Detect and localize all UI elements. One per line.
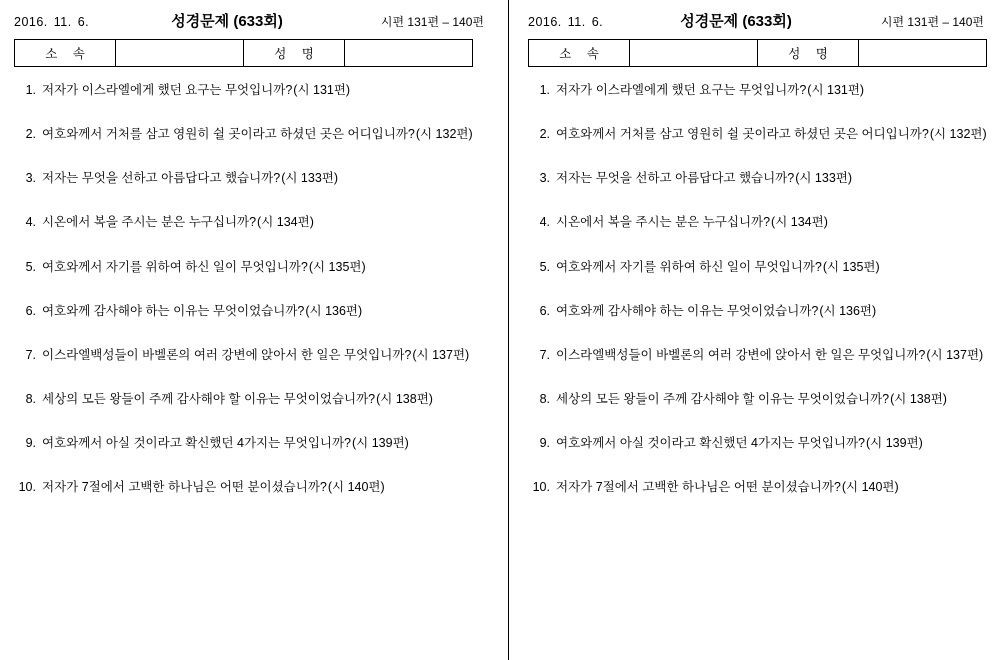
question-number: 6.: [25, 303, 36, 318]
question-number: 2.: [25, 127, 36, 142]
list-item: [14, 215, 484, 231]
question-text: 시온에서 복을 주시는 분은 누구십니까?: [42, 215, 257, 230]
date-line: [528, 15, 605, 29]
name-field[interactable]: [859, 40, 987, 67]
question-text: 세상의 모든 왕들이 주께 감사해야 할 이유는 무엇이었습니까?: [42, 391, 376, 406]
question-reference: (시 136편): [819, 303, 877, 318]
question-text: 여호와께 감사해야 하는 이유는 무엇이었습니까?: [556, 303, 819, 318]
question-number: 8.: [539, 391, 550, 406]
question-text: 저자는 무엇을 선하고 아름답다고 했습니까?: [42, 171, 281, 186]
table-row: [15, 40, 473, 67]
date-month: 11.: [567, 15, 586, 29]
worksheet-header-left: [14, 10, 484, 31]
question-number: 3.: [25, 171, 36, 186]
page-title: 성경문제 (633회): [680, 13, 792, 30]
question-number: 9.: [539, 436, 550, 450]
question-reference: (시 138편): [890, 391, 947, 406]
scripture-range: 시편 131편 – 140편: [380, 15, 484, 29]
list-item: [14, 436, 484, 452]
question-reference: (시 139편): [352, 436, 409, 450]
question-text: 시온에서 복을 주시는 분은 누구십니까?: [556, 215, 771, 230]
question-number: 5.: [25, 259, 36, 274]
question-reference: (시 140편): [841, 480, 899, 495]
info-table: [528, 39, 987, 67]
question-text: 여호와께서 자기를 위하여 하신 일이 무엇입니까?: [42, 259, 308, 274]
list-item: [14, 480, 484, 496]
question-text: 이스라엘백성들이 바벨론의 여러 강변에 앉아서 한 일은 무엇입니까?: [556, 347, 926, 362]
question-text: 여호와께서 거처를 삼고 영원히 쉴 곳이라고 하셨던 곳은 어디입니까?: [42, 127, 415, 142]
question-reference: (시 135편): [822, 259, 880, 274]
date-month: 11.: [53, 15, 72, 29]
list-item: [528, 392, 984, 408]
question-text: 이스라엘백성들이 바벨론의 여러 강변에 앉아서 한 일은 무엇입니까?: [42, 347, 412, 362]
name-field[interactable]: [345, 40, 473, 67]
worksheet-header-right: [528, 10, 984, 31]
question-reference: (시 140편): [327, 480, 385, 495]
question-number: 1.: [25, 83, 36, 97]
question-number: 9.: [25, 436, 36, 450]
question-number: 7.: [25, 347, 36, 362]
list-item: [528, 215, 984, 231]
question-reference: (시 133편): [281, 171, 339, 186]
question-number: 4.: [539, 215, 550, 230]
list-item: [528, 83, 984, 99]
list-item: [528, 348, 984, 364]
scripture-range: 시편 131편 – 140편: [880, 15, 984, 29]
question-text: 세상의 모든 왕들이 주께 감사해야 할 이유는 무엇이었습니까?: [556, 391, 890, 406]
question-text: 저자가 이스라엘에게 했던 요구는 무엇입니까?: [42, 83, 293, 97]
question-text: 저자는 무엇을 선하고 아름답다고 했습니까?: [556, 171, 795, 186]
date-year: 2016.: [528, 15, 562, 29]
question-number: 10.: [532, 480, 550, 495]
list-item: [14, 127, 484, 143]
list-item: [528, 480, 984, 496]
question-text: 저자가 이스라엘에게 했던 요구는 무엇입니까?: [556, 83, 807, 97]
name-label: 성 명: [244, 40, 345, 67]
question-number: 4.: [25, 215, 36, 230]
affiliation-field[interactable]: [630, 40, 758, 67]
question-reference: (시 133편): [795, 171, 853, 186]
date-day: 6.: [77, 15, 90, 29]
question-reference: (시 135편): [308, 259, 366, 274]
question-reference: (시 134편): [257, 215, 314, 230]
question-number: 2.: [539, 127, 550, 142]
question-text: 여호와께서 아실 것이라고 확신했던 4가지는 무엇입니까?: [556, 436, 865, 450]
list-item: [528, 436, 984, 452]
question-number: 8.: [25, 391, 36, 406]
question-reference: (시 134편): [771, 215, 828, 230]
list-item: [528, 171, 984, 187]
worksheet-right: [500, 0, 1000, 660]
list-item: [14, 304, 484, 320]
name-label: 성 명: [758, 40, 859, 67]
question-reference: (시 131편): [293, 83, 351, 97]
question-text: 저자가 7절에서 고백한 하나님은 어떤 분이셨습니까?: [42, 480, 327, 495]
question-text: 저자가 7절에서 고백한 하나님은 어떤 분이셨습니까?: [556, 480, 841, 495]
affiliation-label: 소 속: [529, 40, 630, 67]
list-item: [528, 304, 984, 320]
list-item: [14, 260, 484, 276]
question-number: 10.: [18, 480, 36, 495]
question-text: 여호와께서 자기를 위하여 하신 일이 무엇입니까?: [556, 259, 822, 274]
date-line: [14, 15, 91, 29]
question-reference: (시 131편): [807, 83, 865, 97]
list-item: [528, 127, 987, 143]
info-table: [14, 39, 473, 67]
list-item: [14, 392, 484, 408]
date-year: 2016.: [14, 15, 48, 29]
list-item: [14, 171, 484, 187]
question-reference: (시 132편): [415, 127, 473, 142]
question-reference: (시 137편): [926, 347, 984, 362]
question-reference: (시 139편): [866, 436, 923, 450]
question-text: 여호와께서 거처를 삼고 영원히 쉴 곳이라고 하셨던 곳은 어디입니까?: [556, 127, 929, 142]
question-list-left: [14, 83, 484, 496]
question-text: 여호와께 감사해야 하는 이유는 무엇이었습니까?: [42, 303, 305, 318]
question-number: 1.: [539, 83, 550, 97]
question-reference: (시 132편): [929, 127, 987, 142]
list-item: [14, 348, 484, 364]
question-reference: (시 136편): [305, 303, 363, 318]
date-day: 6.: [591, 15, 604, 29]
question-list-right: [528, 83, 987, 496]
table-row: [529, 40, 987, 67]
list-item: [528, 260, 984, 276]
question-number: 6.: [539, 303, 550, 318]
affiliation-field[interactable]: [116, 40, 244, 67]
question-reference: (시 137편): [412, 347, 470, 362]
list-item: [14, 83, 484, 99]
question-text: 여호와께서 아실 것이라고 확신했던 4가지는 무엇입니까?: [42, 436, 351, 450]
question-number: 3.: [539, 171, 550, 186]
question-number: 5.: [539, 259, 550, 274]
question-number: 7.: [539, 347, 550, 362]
affiliation-label: 소 속: [15, 40, 116, 67]
page-title: 성경문제 (633회): [171, 13, 283, 30]
question-reference: (시 138편): [376, 391, 433, 406]
